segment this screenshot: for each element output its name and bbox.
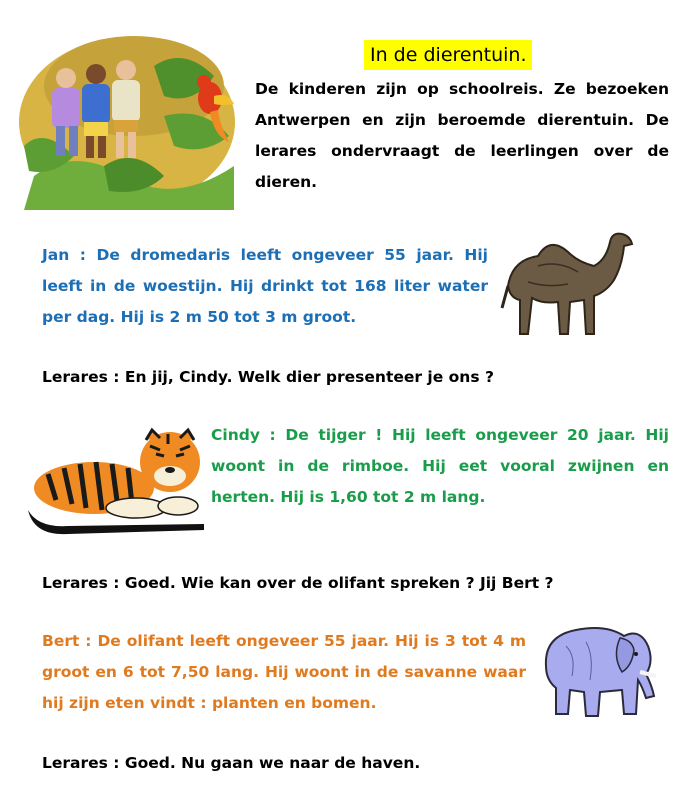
elephant-illustration bbox=[536, 616, 660, 720]
jungle-children-illustration bbox=[14, 26, 240, 210]
page-title: In de dierentuin. bbox=[364, 40, 532, 70]
teacher-question-cindy: Lerares : En jij, Cindy. Welk dier presenteer je ons ? bbox=[42, 368, 494, 386]
bert-paragraph: Bert : De olifant leeft ongeveer 55 jaar. Hij is 3 tot 4 m groot en 6 tot 7,50 lang. Hij woont in de savanne waar hij zijn eten vindt : planten en bomen. bbox=[42, 632, 526, 712]
teacher-closing: Lerares : Goed. Nu gaan we naar de haven. bbox=[42, 754, 421, 772]
cindy-paragraph: Cindy : De tijger ! Hij leeft ongeveer 20 jaar. Hij woont in de rimboe. Hij eet vooral zwijnen en herten. Hij is 1,60 tot 2 m lang. bbox=[211, 426, 669, 506]
intro-paragraph: De kinderen zijn op schoolreis. Ze bezoeken Antwerpen en zijn beroemde dierentuin. De lerares ondervraagt de leerlingen over de dieren. bbox=[255, 80, 669, 191]
camel-illustration bbox=[498, 226, 638, 340]
teacher-question-bert: Lerares : Goed. Wie kan over de olifant spreken ? Jij Bert ? bbox=[42, 574, 554, 592]
jan-paragraph: Jan : De dromedaris leeft ongeveer 55 jaar. Hij leeft in de woestijn. Hij drinkt tot 168 liter water per dag. Hij is 2 m 50 tot 3 m groot. bbox=[42, 246, 488, 326]
tiger-illustration bbox=[28, 424, 208, 538]
